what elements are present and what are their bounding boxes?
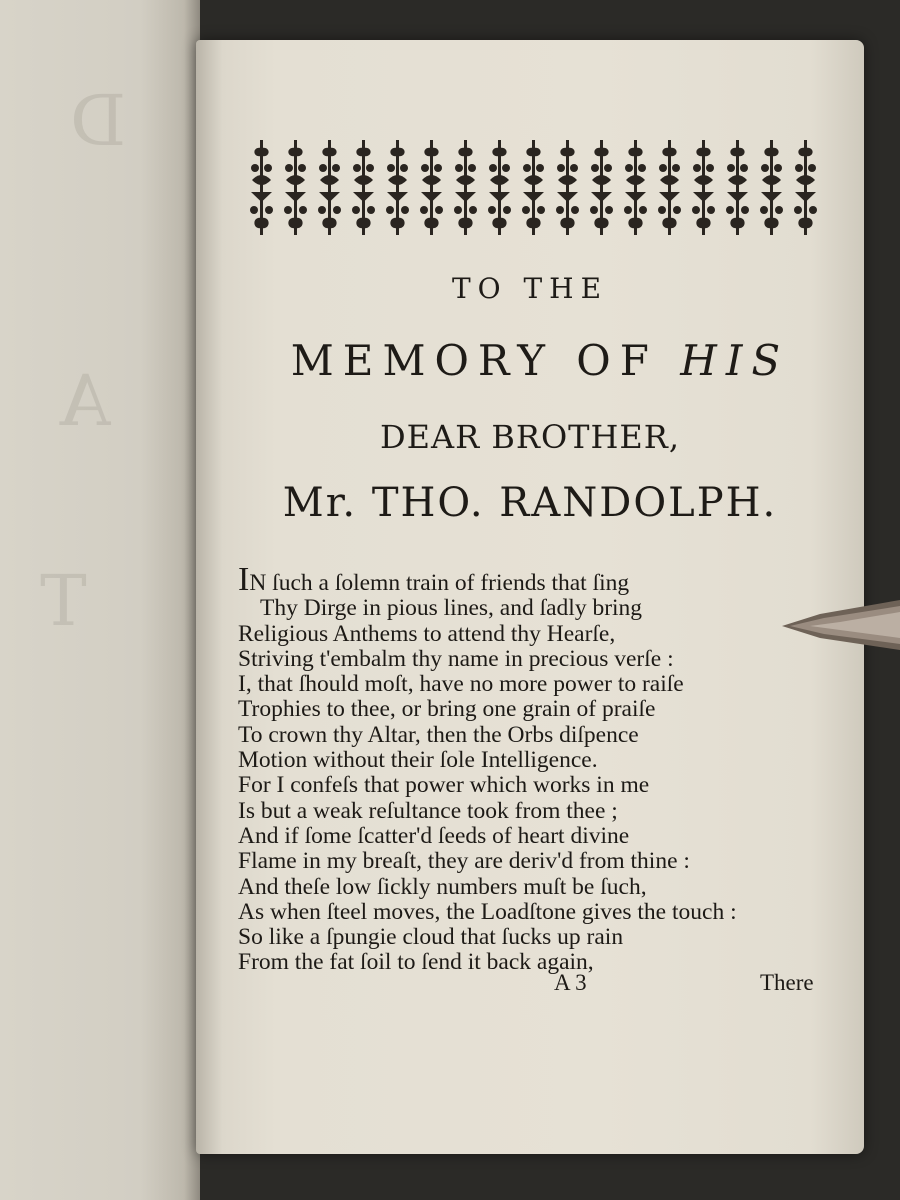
poem-line: IN ſuch a ſolemn train of friends that ſing <box>238 561 630 598</box>
poem-line: Flame in my breaſt, they are deriv'd from thine : <box>238 848 690 875</box>
poem-line: So like a ſpungie cloud that ſucks up rain <box>238 924 624 951</box>
pen-pointer <box>780 592 900 662</box>
poem-line: To crown thy Altar, then the Orbs diſpence <box>238 721 639 748</box>
poem-line: Striving t'embalm thy name in precious verſe : <box>238 645 674 672</box>
poem-line: And if ſome ſcatter'd ſeeds of heart divine <box>238 822 630 849</box>
heading-dear-brother: DEAR BROTHER, <box>379 418 681 456</box>
poem-line: Motion without their ſole Intelligence. <box>238 747 598 774</box>
bleed-through-text: A <box>60 360 111 442</box>
poem-line: Trophies to thee, or bring one grain of praiſe <box>238 696 656 723</box>
bleed-through-text: D <box>70 80 127 162</box>
facing-page <box>0 0 200 1200</box>
catchword: There <box>760 970 814 995</box>
poem-line: For I confeſs that power which works in me <box>238 772 650 799</box>
poem-text <box>238 561 838 976</box>
signature-mark: A 3 <box>554 970 587 995</box>
bleed-through-text: T <box>40 560 87 642</box>
heading-memory-italic: HIS <box>680 336 790 385</box>
poem-line: Thy Dirge in pious lines, and ſadly bring <box>260 595 643 622</box>
drop-cap: I <box>238 561 250 598</box>
poem-line: Is but a weak reſultance took from thee ; <box>238 797 618 824</box>
ornamental-headpiece <box>250 140 825 235</box>
poem-line: From the fat ſoil to ſend it back again, <box>238 949 594 976</box>
poem-line: And theſe low ſickly numbers muſt be ſuch, <box>238 873 647 900</box>
poem-line: I, that ſhould moſt, have no more power to raiſe <box>238 671 684 698</box>
heading-to-the: TO THE <box>451 272 609 305</box>
poem-line: Religious Anthems to attend thy Hearſe, <box>238 620 616 647</box>
heading-memory <box>240 336 840 385</box>
heading-randolph: Mr. THO. RANDOLPH. <box>282 480 778 526</box>
poem-line: As when ſteel moves, the Loadſtone gives the touch : <box>238 898 737 925</box>
heading-memory-main: MEMORY OF <box>290 336 681 385</box>
